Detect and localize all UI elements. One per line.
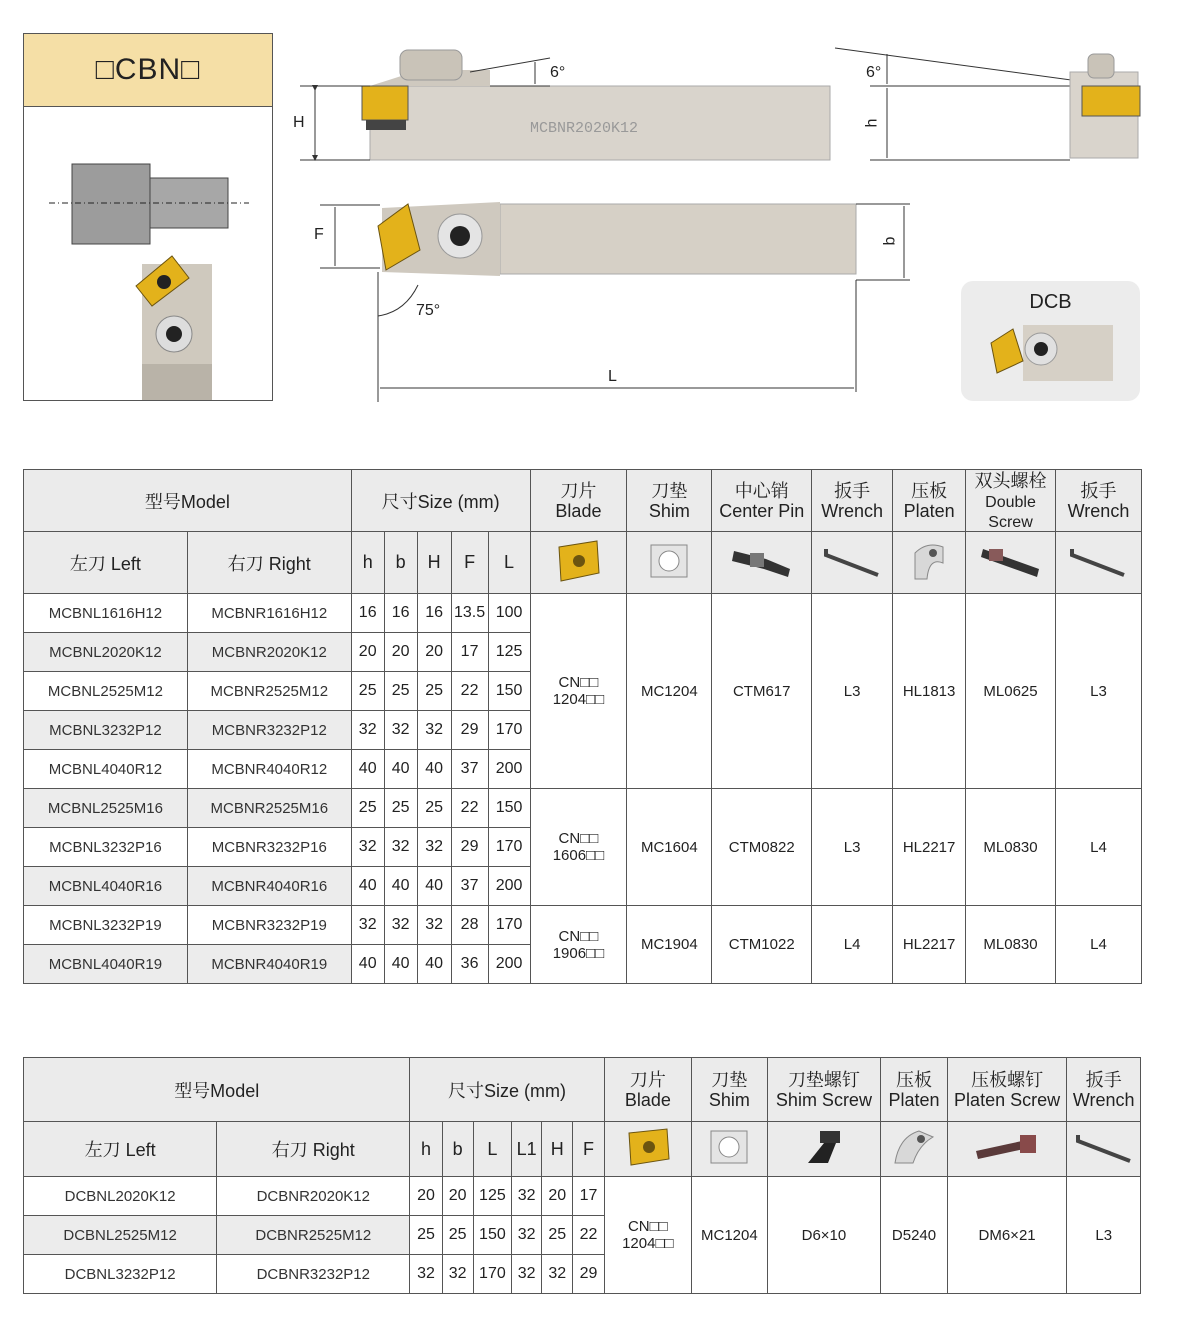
wrench-header: 扳手 Wrench	[812, 470, 893, 532]
size-cell: 16	[384, 594, 417, 633]
angle-label-2: 6°	[866, 64, 882, 81]
size-cell: 32	[417, 828, 451, 867]
size-cell: 170	[473, 1255, 511, 1294]
size-cell: 32	[512, 1216, 542, 1255]
dim-b-label: b	[881, 236, 899, 246]
size-cell: 36	[451, 945, 488, 984]
size-cell: 25	[417, 789, 451, 828]
wrench-icon	[812, 532, 893, 594]
platen-screw-cell: DM6×21	[947, 1177, 1067, 1294]
double-screw-cell: ML0830	[966, 906, 1056, 984]
shim-screw-cell: D6×10	[767, 1177, 881, 1294]
col2-L: L	[473, 1122, 511, 1177]
right-model-cell: MCBNR2525M16	[187, 789, 351, 828]
right-header: 右刀 Right	[187, 532, 351, 594]
blade-cell: CN□□ 1906□□	[530, 906, 627, 984]
double-screw-icon	[966, 532, 1056, 594]
size-cell: 40	[384, 945, 417, 984]
shim-screw-header: 刀垫螺钉 Shim Screw	[767, 1058, 881, 1122]
size-cell: 20	[410, 1177, 442, 1216]
dim-F-label: F	[314, 226, 324, 243]
size-cell: 32	[410, 1255, 442, 1294]
dcb-label: DCB	[1029, 291, 1072, 313]
wrench2-cell: L4	[1055, 906, 1141, 984]
shim-header-2: 刀垫 Shim	[692, 1058, 767, 1122]
left-header-2: 左刀 Left	[24, 1122, 217, 1177]
size-cell: 25	[542, 1216, 573, 1255]
col2-b: b	[442, 1122, 473, 1177]
size-cell: 37	[451, 867, 488, 906]
size-cell: 20	[384, 633, 417, 672]
size-header: 尺寸Size (mm)	[351, 470, 530, 532]
size-cell: 100	[488, 594, 530, 633]
shim-icon-2	[692, 1122, 767, 1177]
wrench-cell: L3	[812, 594, 893, 789]
size-cell: 22	[573, 1216, 604, 1255]
size-cell: 13.5	[451, 594, 488, 633]
left-model-cell: MCBNL1616H12	[24, 594, 188, 633]
size-cell: 32	[417, 906, 451, 945]
left-model-cell: MCBNL3232P12	[24, 711, 188, 750]
col-L: L	[488, 532, 530, 594]
shim-cell: MC1204	[692, 1177, 767, 1294]
right-model-cell: MCBNR4040R12	[187, 750, 351, 789]
angle-label-1: 6°	[550, 64, 566, 81]
size-cell: 200	[488, 750, 530, 789]
col2-h: h	[410, 1122, 442, 1177]
size-cell: 29	[573, 1255, 604, 1294]
wrench-cell: L4	[812, 906, 893, 984]
left-model-cell: DCBNL3232P12	[24, 1255, 217, 1294]
header-box	[23, 33, 273, 401]
size-cell: 170	[488, 828, 530, 867]
double-screw-cell: ML0625	[966, 594, 1056, 789]
platen-cell: HL2217	[893, 906, 966, 984]
wrench2-cell: L4	[1055, 789, 1141, 906]
mcbn-spec-table	[23, 469, 1142, 984]
model-header: 型号Model	[24, 470, 352, 532]
right-model-cell: MCBNR4040R16	[187, 867, 351, 906]
right-model-cell: DCBNR2020K12	[217, 1177, 410, 1216]
left-model-cell: MCBNL2525M12	[24, 672, 188, 711]
size-cell: 22	[451, 672, 488, 711]
platen-screw-header: 压板螺钉 Platen Screw	[947, 1058, 1067, 1122]
double-screw-header: 双头螺栓 Double Screw	[966, 470, 1056, 532]
dim-L-label: L	[608, 368, 617, 385]
size-cell: 200	[488, 945, 530, 984]
front-view-drawing	[830, 40, 1150, 170]
wrench2-icon	[1055, 532, 1141, 594]
center-pin-cell: CTM0822	[712, 789, 812, 906]
size-cell: 125	[473, 1177, 511, 1216]
size-cell: 40	[417, 750, 451, 789]
left-model-cell: MCBNL2525M16	[24, 789, 188, 828]
size-cell: 170	[488, 906, 530, 945]
size-cell: 40	[351, 945, 384, 984]
shim-cell: MC1904	[627, 906, 712, 984]
size-cell: 125	[488, 633, 530, 672]
left-model-cell: MCBNL2020K12	[24, 633, 188, 672]
size-cell: 40	[384, 867, 417, 906]
size-cell: 25	[384, 672, 417, 711]
left-model-cell: MCBNL4040R19	[24, 945, 188, 984]
left-header: 左刀 Left	[24, 532, 188, 594]
model-header-2: 型号Model	[24, 1058, 410, 1122]
size-cell: 20	[351, 633, 384, 672]
shim-icon	[627, 532, 712, 594]
table-row	[24, 906, 1142, 945]
table-row	[24, 1177, 1141, 1216]
size-cell: 22	[451, 789, 488, 828]
right-model-cell: MCBNR3232P12	[187, 711, 351, 750]
platen-icon-2	[881, 1122, 947, 1177]
blade-cell: CN□□ 1204□□	[604, 1177, 692, 1294]
col-b: b	[384, 532, 417, 594]
col2-L1: L1	[512, 1122, 542, 1177]
platen-screw-icon	[947, 1122, 1067, 1177]
size-cell: 40	[351, 867, 384, 906]
right-header-2: 右刀 Right	[217, 1122, 410, 1177]
dcb-variant-box	[961, 281, 1140, 401]
center-pin-cell: CTM617	[712, 594, 812, 789]
size-cell: 32	[351, 828, 384, 867]
double-screw-cell: ML0830	[966, 789, 1056, 906]
size-cell: 25	[351, 789, 384, 828]
left-model-cell: DCBNL2020K12	[24, 1177, 217, 1216]
angle-label-75: 75°	[416, 302, 441, 319]
size-cell: 25	[410, 1216, 442, 1255]
right-model-cell: MCBNR2525M12	[187, 672, 351, 711]
size-cell: 20	[442, 1177, 473, 1216]
size-cell: 16	[417, 594, 451, 633]
left-model-cell: MCBNL4040R12	[24, 750, 188, 789]
right-model-cell: MCBNR2020K12	[187, 633, 351, 672]
size-cell: 25	[384, 789, 417, 828]
dcbn-spec-table	[23, 1057, 1141, 1294]
dim-h-label: h	[863, 118, 881, 128]
wrench2-header: 扳手 Wrench	[1055, 470, 1141, 532]
table-row	[24, 789, 1142, 828]
platen-header: 压板 Platen	[893, 470, 966, 532]
size-cell: 40	[417, 945, 451, 984]
col-H: H	[417, 532, 451, 594]
right-model-cell: DCBNR3232P12	[217, 1255, 410, 1294]
wrench2-cell: L3	[1055, 594, 1141, 789]
size-cell: 32	[417, 711, 451, 750]
right-model-cell: MCBNR1616H12	[187, 594, 351, 633]
shim-cell: MC1204	[627, 594, 712, 789]
platen-icon	[893, 532, 966, 594]
size-cell: 32	[384, 906, 417, 945]
dcb-tool-image	[983, 321, 1118, 391]
left-model-cell: DCBNL2525M12	[24, 1216, 217, 1255]
platen-cell: HL1813	[893, 594, 966, 789]
size-cell: 32	[351, 906, 384, 945]
size-cell: 29	[451, 711, 488, 750]
shim-header: 刀垫 Shim	[627, 470, 712, 532]
size-cell: 37	[451, 750, 488, 789]
size-cell: 20	[542, 1177, 573, 1216]
shim-cell: MC1604	[627, 789, 712, 906]
col2-H: H	[542, 1122, 573, 1177]
size-cell: 20	[417, 633, 451, 672]
blade-cell: CN□□ 1606□□	[530, 789, 627, 906]
left-model-cell: MCBNL3232P16	[24, 828, 188, 867]
platen-cell: D5240	[881, 1177, 947, 1294]
size-cell: 28	[451, 906, 488, 945]
blade-cell: CN□□ 1204□□	[530, 594, 627, 789]
shim-screw-icon	[767, 1122, 881, 1177]
size-cell: 200	[488, 867, 530, 906]
size-cell: 40	[351, 750, 384, 789]
page-title: □CBN□	[24, 34, 272, 107]
blade-icon-2	[604, 1122, 692, 1177]
center-pin-icon	[712, 532, 812, 594]
right-model-cell: MCBNR3232P16	[187, 828, 351, 867]
size-cell: 32	[512, 1177, 542, 1216]
size-cell: 32	[512, 1255, 542, 1294]
machining-illustration	[24, 106, 272, 400]
tool-dimension-drawing	[290, 40, 920, 410]
size-cell: 150	[488, 789, 530, 828]
size-cell: 32	[442, 1255, 473, 1294]
wrench-header-2: 扳手 Wrench	[1067, 1058, 1141, 1122]
center-pin-cell: CTM1022	[712, 906, 812, 984]
size-cell: 32	[351, 711, 384, 750]
platen-cell: HL2217	[893, 789, 966, 906]
blade-icon	[530, 532, 627, 594]
size-cell: 32	[384, 711, 417, 750]
col2-F: F	[573, 1122, 604, 1177]
size-cell: 32	[542, 1255, 573, 1294]
dim-H-label: H	[293, 114, 305, 131]
size-cell: 40	[417, 867, 451, 906]
right-model-cell: MCBNR4040R19	[187, 945, 351, 984]
blade-header: 刀片 Blade	[530, 470, 627, 532]
size-cell: 16	[351, 594, 384, 633]
left-model-cell: MCBNL3232P19	[24, 906, 188, 945]
size-cell: 25	[442, 1216, 473, 1255]
size-cell: 150	[473, 1216, 511, 1255]
size-cell: 170	[488, 711, 530, 750]
size-cell: 32	[384, 828, 417, 867]
center-pin-header: 中心销 Center Pin	[712, 470, 812, 532]
wrench-icon-3	[1067, 1122, 1141, 1177]
size-cell: 17	[573, 1177, 604, 1216]
blade-header-2: 刀片 Blade	[604, 1058, 692, 1122]
size-cell: 40	[384, 750, 417, 789]
left-model-cell: MCBNL4040R16	[24, 867, 188, 906]
size-header-2: 尺寸Size (mm)	[410, 1058, 604, 1122]
right-model-cell: MCBNR3232P19	[187, 906, 351, 945]
table-row	[24, 594, 1142, 633]
size-cell: 25	[417, 672, 451, 711]
wrench-cell: L3	[1067, 1177, 1141, 1294]
col-F: F	[451, 532, 488, 594]
size-cell: 25	[351, 672, 384, 711]
size-cell: 150	[488, 672, 530, 711]
platen-header-2: 压板 Platen	[881, 1058, 947, 1122]
wrench-cell: L3	[812, 789, 893, 906]
right-model-cell: DCBNR2525M12	[217, 1216, 410, 1255]
size-cell: 17	[451, 633, 488, 672]
body-marking: MCBNR2020K12	[530, 120, 639, 137]
col-h: h	[351, 532, 384, 594]
size-cell: 29	[451, 828, 488, 867]
